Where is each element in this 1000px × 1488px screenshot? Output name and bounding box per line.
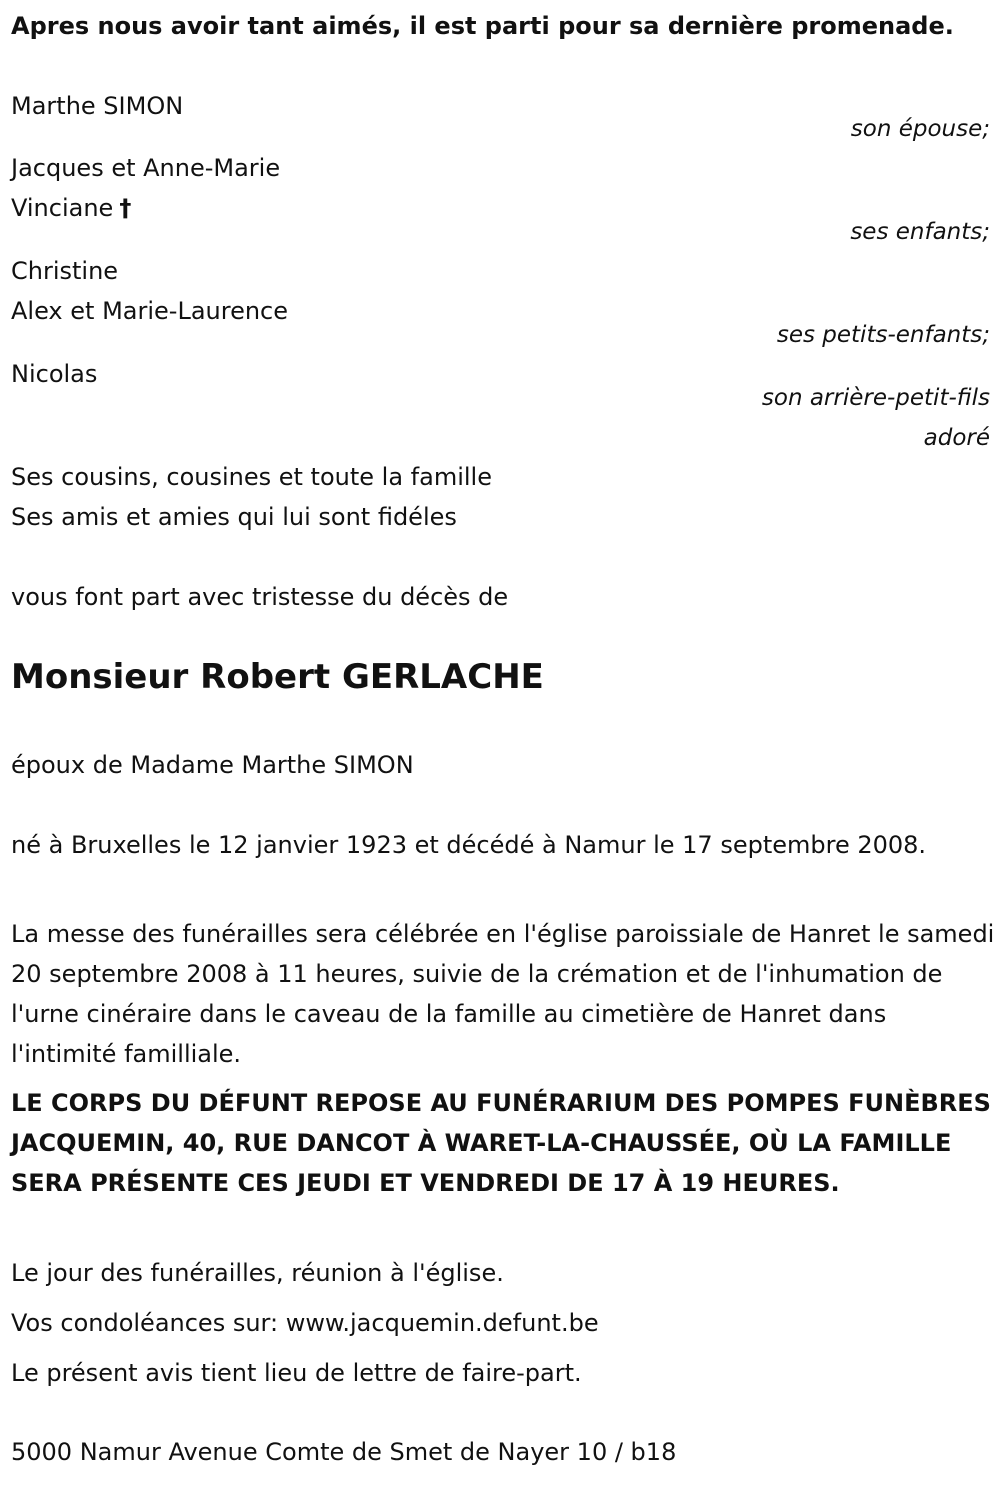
- funeral-details: La messe des funérailles sera célébrée en l'église paroissiale de Hanret le samedi 20 septembre 2008 à 11 heures, suivie de la crémation et de l'inhumation de l'urne cinéraire dans le caveau de la famille au cimetière de Hanret dans l'intimité familliale.: [11, 920, 995, 1068]
- relation-great-grandchild-adored: adoré: [923, 425, 990, 451]
- friends: Ses amis et amies qui lui sont fidéles: [11, 503, 457, 531]
- address: 5000 Namur Avenue Comte de Smet de Nayer 10 / b18: [11, 1438, 677, 1466]
- family-name-children-2: [11, 193, 131, 223]
- announcement: vous font part avec tristesse du décès de: [11, 583, 509, 611]
- family-name-great-grandchild: Nicolas: [11, 360, 98, 388]
- relation-grandchildren: ses petits-enfants;: [776, 322, 990, 348]
- deceased-name: Monsieur Robert GERLACHE: [11, 657, 544, 697]
- relation-children: ses enfants;: [850, 219, 990, 245]
- extended-family: Ses cousins, cousines et toute la famille: [11, 463, 492, 491]
- spouse-line: époux de Madame Marthe SIMON: [11, 751, 414, 779]
- relation-great-grandchild: son arrière-petit-fils: [761, 385, 990, 411]
- body-rest-notice: LE CORPS DU DÉFUNT REPOSE AU FUNÉRARIUM DES POMPES FUNÈBRES JACQUEMIN, 40, RUE DANCOT À WARET-LA-CHAUSSÉE, OÙ LA FAMILLE SERA PRÉSENTE CES JEUDI ET VENDREDI DE 17 À 19 HEURES.: [11, 1089, 991, 1197]
- meeting-info: Le jour des funérailles, réunion à l'église.: [11, 1259, 504, 1287]
- cross-icon: †: [119, 194, 132, 222]
- condolences-link: Vos condoléances sur: www.jacquemin.defunt.be: [11, 1309, 599, 1337]
- family-name-grandchild-1: Christine: [11, 257, 119, 285]
- birth-death: né à Bruxelles le 12 janvier 1923 et décédé à Namur le 17 septembre 2008.: [11, 831, 927, 859]
- family-name-spouse: Marthe SIMON: [11, 92, 184, 120]
- faire-part-notice: Le présent avis tient lieu de lettre de faire-part.: [11, 1359, 582, 1387]
- family-name-children-1: Jacques et Anne-Marie: [11, 154, 281, 182]
- relation-spouse: son épouse;: [850, 116, 990, 142]
- family-name-vinciane: Vinciane: [11, 194, 114, 222]
- headline: Apres nous avoir tant aimés, il est parti pour sa dernière promenade.: [11, 12, 954, 40]
- family-name-grandchild-2: Alex et Marie-Laurence: [11, 297, 289, 325]
